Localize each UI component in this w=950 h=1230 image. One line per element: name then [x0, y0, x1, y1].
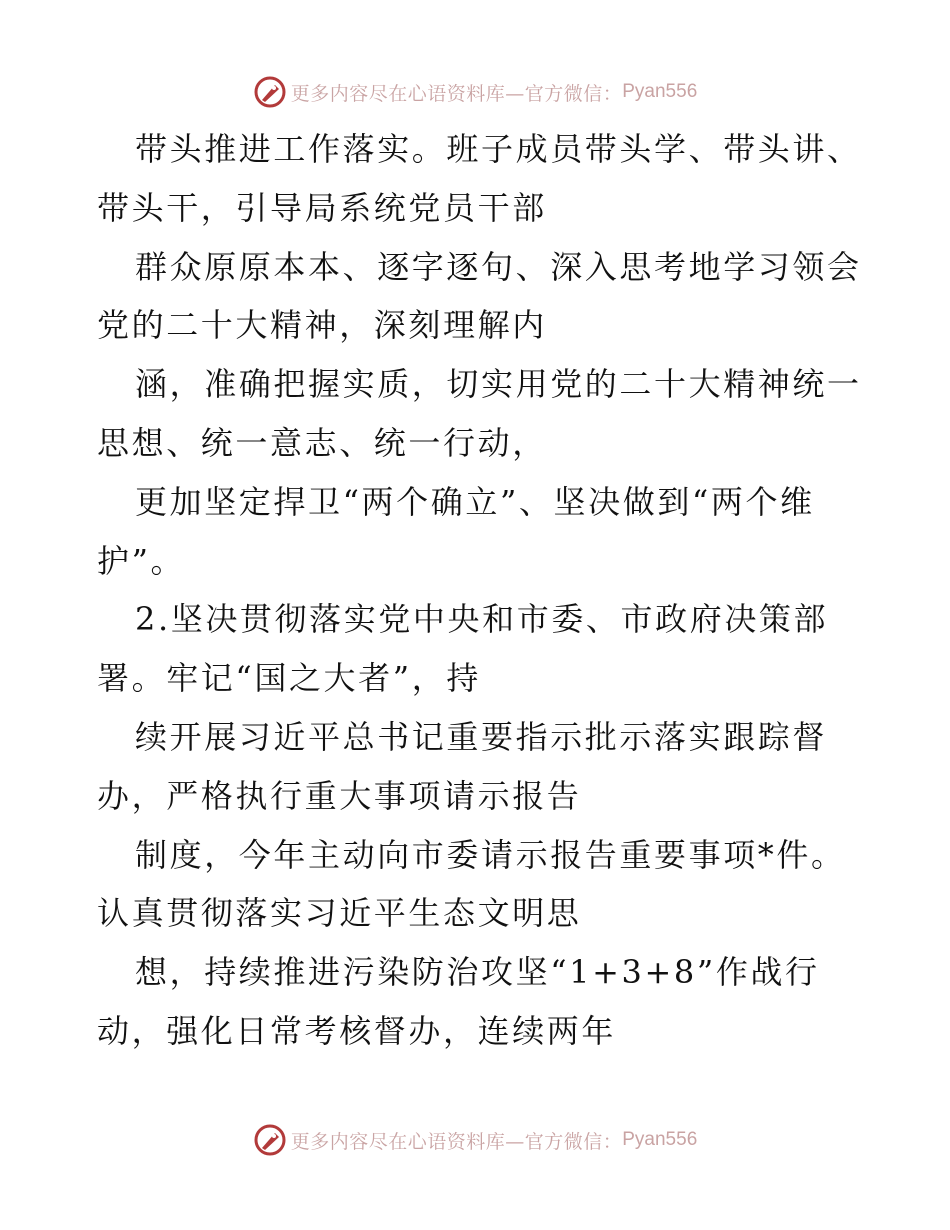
text-line: 带头推进工作落实。班子成员带头学、带头讲、	[135, 130, 862, 168]
text-line: 续开展习近平总书记重要指示批示落实跟踪督	[135, 717, 828, 756]
pen-nib-circle-icon	[253, 1123, 287, 1157]
watermark-text: 更多内容尽在心语资料库—官方微信：	[290, 1130, 623, 1153]
watermark-wechat-id: Pyan556	[622, 1129, 698, 1150]
watermark-wechat-id: Pyan556	[622, 81, 698, 102]
text-line: 办，严格执行重大事项请示报告	[97, 776, 582, 815]
text-line: 想，持续推进污染防治攻坚“1+3+8”作战行	[135, 953, 820, 992]
text-line: 护”。	[97, 541, 186, 580]
footer-watermark	[0, 1120, 950, 1160]
document-body	[97, 120, 862, 1061]
text-line: 动，强化日常考核督办，连续两年	[97, 1011, 617, 1050]
text-line: 带头干，引导局系统党员干部	[97, 188, 547, 227]
text-line: 党的二十大精神，深刻理解内	[97, 306, 547, 345]
pen-nib-circle-icon	[253, 75, 287, 109]
text-line: 制度，今年主动向市委请示报告重要事项*件。	[135, 835, 846, 874]
text-line: 涵，准确把握实质，切实用党的二十大精神统一	[135, 365, 862, 404]
text-line: 更加坚定捍卫“两个确立”、坚决做到“两个维	[135, 482, 815, 521]
text-line: 群众原原本本、逐字逐句、深入思考地学习领会	[135, 247, 862, 286]
text-line: 2.坚决贯彻落实党中央和市委、市政府决策部	[135, 600, 829, 639]
header-watermark	[0, 72, 950, 112]
text-line: 思想、统一意志、统一行动，	[97, 423, 547, 462]
watermark-text: 更多内容尽在心语资料库—官方微信：	[290, 82, 623, 105]
text-line: 署。牢记“国之大者”，持	[97, 659, 481, 698]
text-line: 认真贯彻落实习近平生态文明思	[97, 894, 582, 933]
